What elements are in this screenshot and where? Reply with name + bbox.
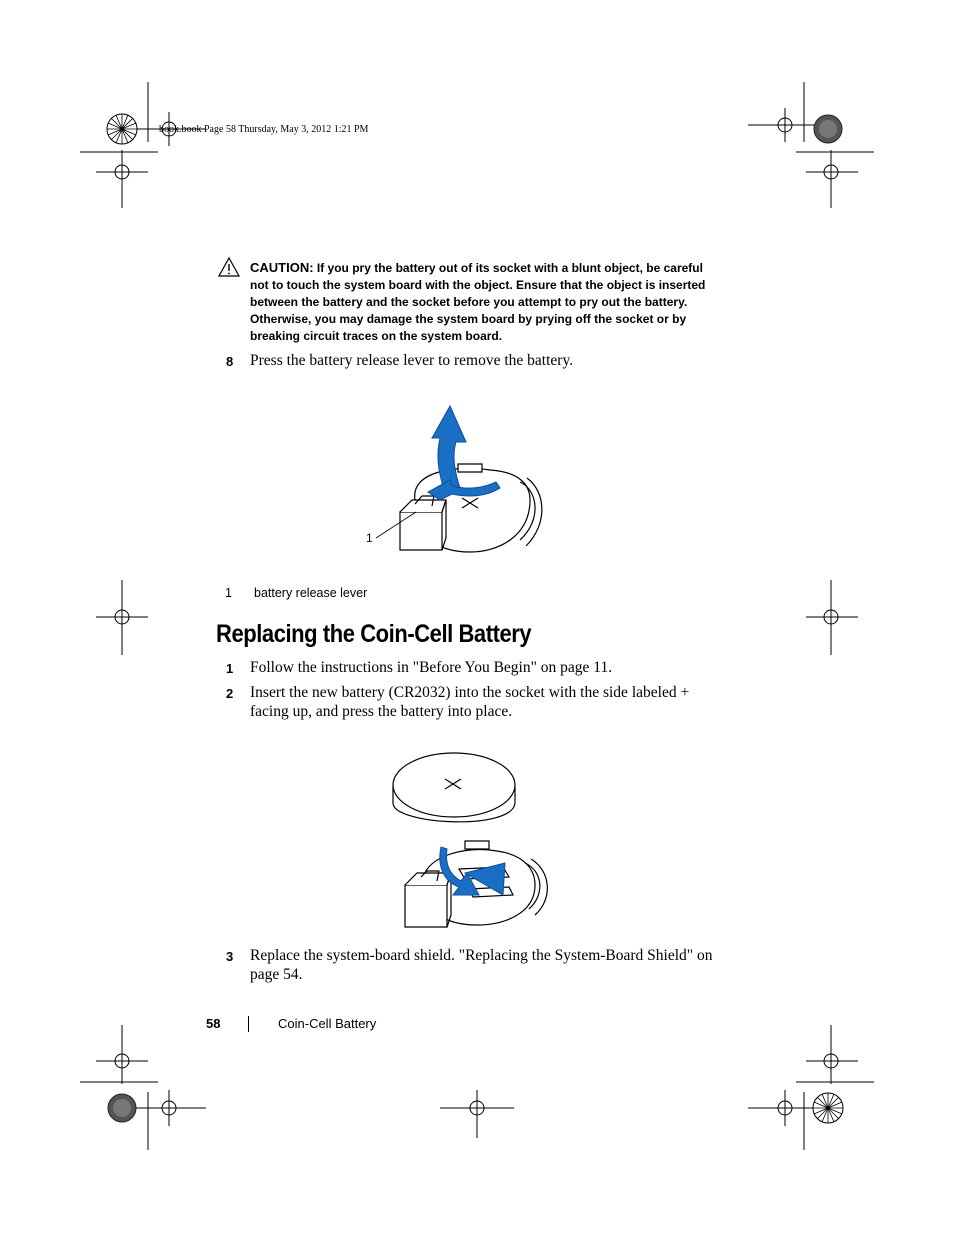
step-text-line: facing up, and press the battery into place. <box>250 703 513 720</box>
step-text: Press the battery release lever to remove the battery. <box>250 352 574 369</box>
step-text-line: page 54. <box>250 966 303 983</box>
caption-number: 1 <box>225 586 232 600</box>
step-item <box>0 658 954 678</box>
print-header-note: book.book Page 58 Thursday, May 3, 2012 1:21 PM <box>159 124 369 135</box>
step-text: Follow the instructions in "Before You Begin" on page 11. <box>250 659 613 676</box>
caption-text: battery release lever <box>254 586 368 600</box>
step-number: 2 <box>226 686 234 701</box>
caution-block <box>250 259 720 345</box>
step-item <box>0 946 954 986</box>
step-number: 1 <box>226 661 234 676</box>
caution-triangle-icon <box>218 257 240 277</box>
step-item <box>0 683 954 723</box>
battery-removal-figure <box>370 400 570 560</box>
step-text-line: Insert the new battery (CR2032) into the socket with the side labeled + <box>250 684 690 701</box>
step-number: 3 <box>226 949 234 964</box>
figure-callout-number: 1 <box>366 531 373 545</box>
caution-text: If you pry the battery out of its socket with a blunt object, be careful not to touch the system board with the object. Ensure that the object is inserted between the battery and the socket before you attempt to pry out the battery. Otherwise, you may damage the system board by prying off the socket or by breaking circuit traces on the system board. <box>250 261 706 343</box>
step-number: 8 <box>226 354 234 369</box>
caution-label: CAUTION: <box>250 260 314 275</box>
section-title: Replacing the Coin-Cell Battery <box>216 620 532 648</box>
step-item <box>0 351 954 371</box>
footer-page-number: 58 <box>206 1016 221 1031</box>
footer-chapter-title: Coin-Cell Battery <box>278 1016 377 1031</box>
step-text-line: Replace the system-board shield. "Replacing the System-Board Shield" on <box>250 947 713 964</box>
footer-divider <box>248 1016 249 1032</box>
battery-insertion-figure <box>385 745 565 935</box>
